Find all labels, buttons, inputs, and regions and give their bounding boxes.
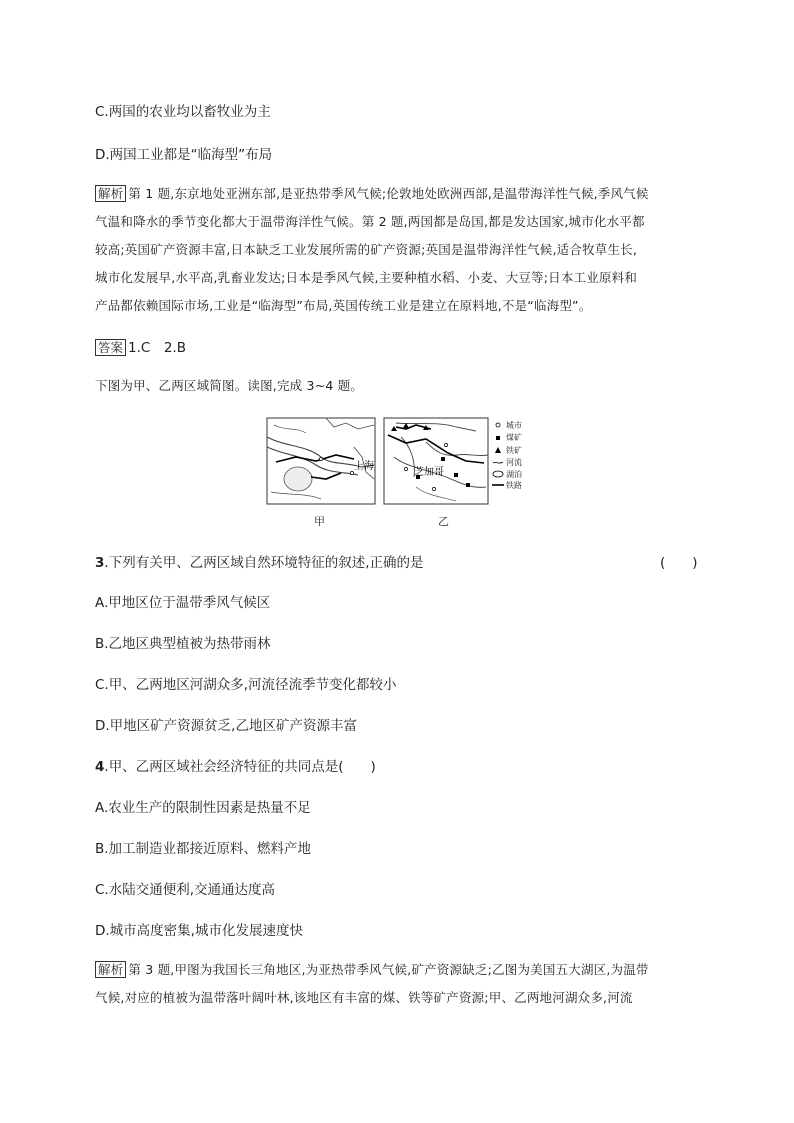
legend-river: 河流 — [506, 458, 522, 467]
shanghai-label: 上海 — [354, 461, 374, 472]
map-legend — [492, 423, 504, 485]
analysis-line: 较高;英国矿产资源丰富,日本缺乏工业发展所需的矿产资源;英国是温带海洋性气候,适合牧草生长, — [95, 242, 638, 257]
question-4-text: .甲、乙两区域社会经济特征的共同点是( ) — [104, 759, 376, 775]
map-yi — [384, 418, 488, 504]
analysis-tag: 解析 — [95, 961, 126, 978]
question-4-option-d: D.城市高度密集,城市化发展速度快 — [95, 923, 303, 939]
region-maps-svg — [266, 417, 526, 529]
question-4-option-c: C.水陆交通便利,交通通达度高 — [95, 882, 276, 898]
chicago-label: 芝加哥 — [414, 467, 444, 478]
map-yi-label: 乙 — [438, 515, 449, 528]
analysis-line: 城市化发展早,水平高,乳畜业发达;日本是季风气候,主要种植水稻、小麦、大豆等;日本工业原料和 — [95, 270, 638, 285]
question-3-text: .下列有关甲、乙两区域自然环境特征的叙述,正确的是 — [104, 555, 424, 571]
city-icon — [496, 423, 500, 427]
option-c-prev: C.两国的农业均以畜牧业为主 — [95, 104, 271, 120]
region-maps-figure — [266, 417, 526, 529]
answer-tag: 答案 — [95, 339, 126, 356]
analysis-line: 产品都依赖国际市场,工业是“临海型”布局,英国传统工业是建立在原料地,不是“临海型”。 — [95, 298, 592, 313]
analysis-line: 气温和降水的季节变化都大于温带海洋性气候。第 2 题,两国都是岛国,都是发达国家,城市化水平都 — [95, 214, 645, 229]
question-3-option-d: D.甲地区矿产资源贫乏,乙地区矿产资源丰富 — [95, 718, 357, 734]
legend-railway: 铁路 — [506, 481, 522, 490]
analysis-line: 第 1 题,东京地处亚洲东部,是亚热带季风气候;伦敦地处欧洲西部,是温带海洋性气候,季风气候 — [128, 186, 649, 201]
question-4-stem — [95, 755, 376, 775]
answer-block — [95, 336, 186, 356]
question-4-option-b: B.加工制造业都接近原料、燃料产地 — [95, 841, 312, 857]
answer-text: 1.C 2.B — [128, 340, 186, 356]
question-3-stem — [95, 551, 424, 571]
question-3-answer-paren: ( ) — [660, 555, 698, 571]
question-3-option-c: C.甲、乙两地区河湖众多,河流径流季节变化都较小 — [95, 677, 397, 693]
option-d-prev: D.两国工业都是“临海型”布局 — [95, 147, 273, 163]
analysis-line: 气候,对应的植被为温带落叶阔叶林,该地区有丰富的煤、铁等矿产资源;甲、乙两地河湖众多,河流 — [95, 990, 633, 1005]
analysis-tag: 解析 — [95, 185, 126, 202]
coal-mine-icon — [496, 436, 500, 440]
legend-city: 城市 — [506, 421, 522, 430]
iron-mine-icon — [495, 447, 501, 453]
legend-lake: 湖泊 — [506, 470, 522, 479]
question-3-number: 3 — [95, 555, 105, 571]
question-4-number: 4 — [95, 759, 105, 775]
river-icon — [493, 462, 503, 463]
map-jia-label: 甲 — [314, 515, 325, 528]
analysis-line: 第 3 题,甲图为我国长三角地区,为亚热带季风气候,矿产资源缺乏;乙图为美国五大湖区,为温带 — [128, 962, 649, 977]
legend-coal: 煤矿 — [506, 433, 522, 442]
question-3-option-a: A.甲地区位于温带季风气候区 — [95, 595, 271, 611]
figure-intro: 下图为甲、乙两区域简图。读图,完成 3~4 题。 — [95, 378, 364, 393]
question-3-option-b: B.乙地区典型植被为热带雨林 — [95, 636, 271, 652]
legend-iron: 铁矿 — [506, 446, 522, 455]
map-jia — [267, 418, 375, 504]
question-4-option-a: A.农业生产的限制性因素是热量不足 — [95, 800, 311, 816]
lake-icon — [493, 471, 503, 477]
